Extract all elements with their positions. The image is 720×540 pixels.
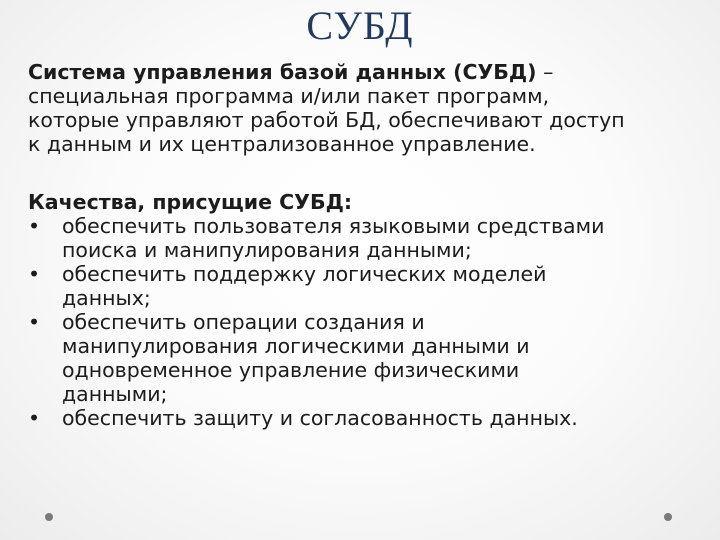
list-item [28,262,708,310]
list-item-line: манипулирования логическими данными и [62,334,530,358]
list-item-line: обеспечить пользователя языковыми средствами [62,214,605,238]
bullet-icon: • [28,214,41,238]
list-item-line: обеспечить операции создания и [62,310,425,334]
definition-dash: – [536,60,554,84]
bullet-icon: • [28,406,41,430]
definition-paragraph [28,60,708,156]
slide-title: СУБД [306,3,414,48]
list-item-line: данными; [62,382,168,406]
decorative-dot-left-icon [45,513,53,521]
qualities-list [28,214,708,430]
bullet-icon: • [28,310,41,334]
list-item [28,310,708,406]
definition-line-4: к данным и их централизованное управление. [28,132,536,156]
list-item-line: обеспечить защиту и согласованность данных. [62,406,578,430]
slide-body [28,60,708,430]
list-item-line: поиска и манипулирования данными; [62,238,472,262]
qualities-heading: Качества, присущие СУБД: [28,190,353,214]
definition-term: Система управления базой данных (СУБД) [28,60,537,84]
definition-line-3: которые управляют работой БД, обеспечивают доступ [28,108,625,132]
list-item-line: одновременное управление физическими [62,358,520,382]
bullet-icon: • [28,262,41,286]
definition-line-2: специальная программа и/или пакет программ, [28,84,550,108]
list-item-line: обеспечить поддержку логических моделей [62,262,547,286]
decorative-dot-right-icon [664,513,672,521]
list-item-line: данных; [62,286,151,310]
list-item [28,214,708,262]
list-item [28,406,708,430]
